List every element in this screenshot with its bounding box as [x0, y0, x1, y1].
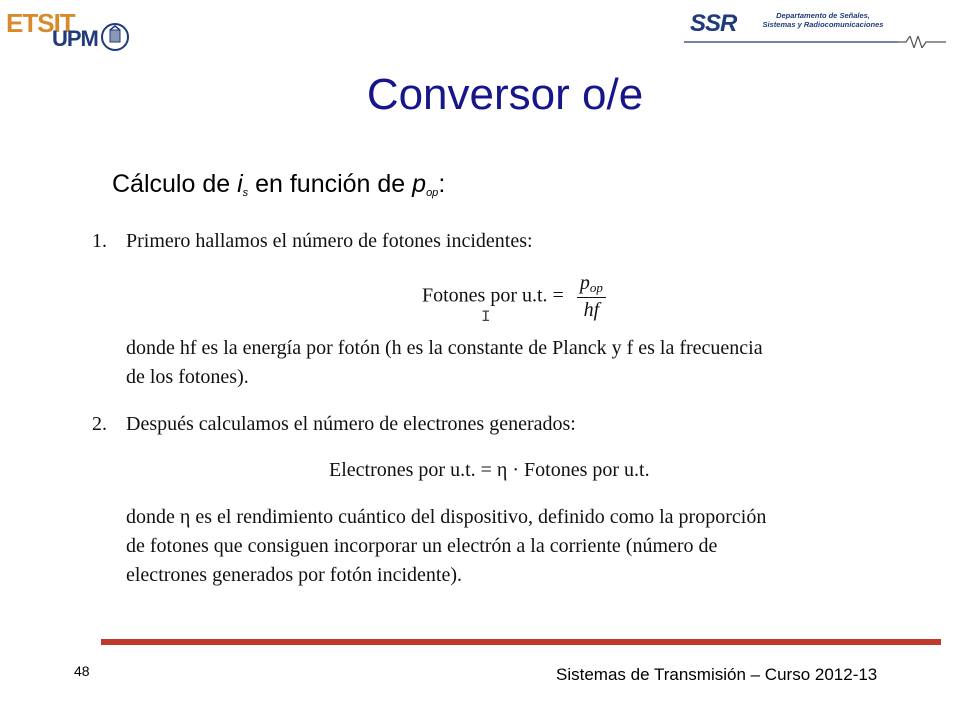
upm-crest-icon — [100, 22, 130, 52]
upm-logo-text: UPM — [52, 26, 98, 51]
slide-title: Conversor o/e — [366, 70, 644, 119]
item-1-paragraph — [126, 334, 944, 392]
item-2-paragraph-line-1: donde η es el rendimiento cuántico del dispositivo, definido como la proporción — [126, 506, 767, 528]
subtitle-var-i-sub: s — [242, 187, 249, 199]
subtitle-prefix: Cálculo de — [112, 170, 238, 198]
ssr-department-name — [748, 11, 898, 29]
page-number: 48 — [74, 663, 90, 679]
item-2-paragraph-line-3: electrones generados por fotón incidente). — [126, 564, 462, 586]
signal-wave-icon — [684, 36, 946, 48]
subtitle-var-p: p — [412, 170, 427, 198]
equation-1-numerator: p — [579, 272, 590, 294]
equation-fotones — [422, 272, 606, 322]
equation-1-fraction — [577, 272, 606, 322]
etsit-logo-text: ETSIT — [6, 8, 75, 38]
slide-subtitle — [112, 170, 445, 199]
equation-1-lhs: Fotones por u.t. = — [422, 284, 569, 307]
item-1-text: Primero hallamos el número de fotones incidentes: — [126, 230, 533, 252]
item-1-paragraph-line-2: de los fotones). — [126, 366, 249, 388]
equation-1-denominator: hf — [583, 299, 600, 321]
subtitle-suffix: : — [438, 170, 446, 198]
item-2-paragraph-line-2: de fotones que consiguen incorporar un electrón a la corriente (número de — [126, 535, 718, 557]
dept-line-1: Departamento de Señales, — [776, 11, 870, 20]
etsit-upm-logo — [6, 8, 136, 52]
subtitle-var-i: i — [237, 170, 243, 198]
ssr-logo — [684, 6, 946, 44]
footer-accent-bar — [101, 639, 941, 645]
item-1-paragraph-line-1: donde hf es la energía por fotón (h es la constante de Planck y f es la frecuencia — [126, 337, 763, 359]
item-2-text: Después calculamos el número de electrones generados: — [126, 413, 576, 435]
text-cursor-icon: I — [481, 308, 491, 326]
footer-course: Sistemas de Transmisión – Curso 2012-13 — [556, 665, 878, 684]
subtitle-var-p-sub: op — [426, 187, 439, 199]
equation-1-numerator-sub: op — [589, 280, 603, 295]
item-1-number: 1. — [92, 230, 107, 252]
dept-line-2: Sistemas y Radiocomunicaciones — [762, 20, 884, 29]
item-2-paragraph — [126, 503, 944, 590]
subtitle-mid: en función de — [248, 170, 413, 198]
item-2-number: 2. — [92, 413, 107, 435]
equation-electrones: Electrones por u.t. = η · Fotones por u.t. — [329, 459, 650, 481]
ssr-logo-text: SSR — [690, 10, 737, 37]
